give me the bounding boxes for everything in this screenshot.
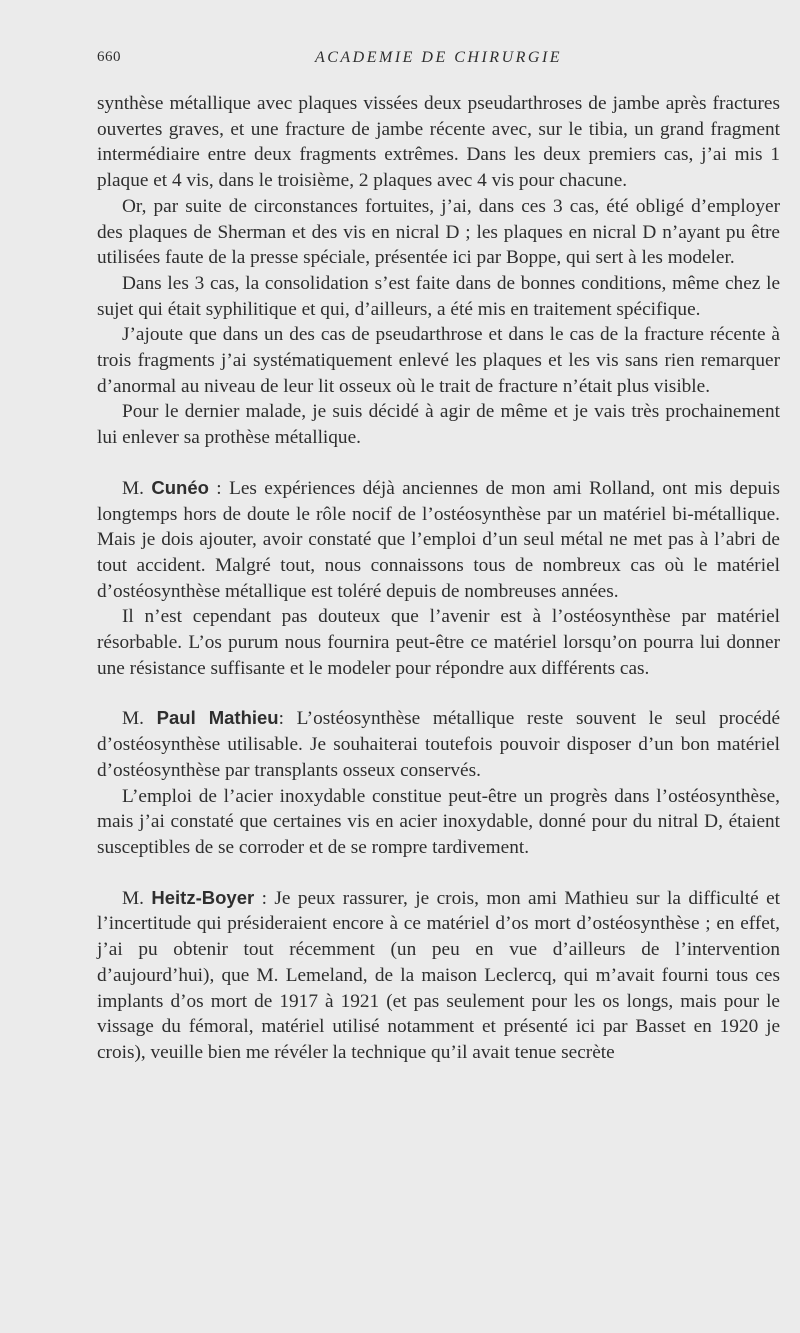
paragraph-heitz-boyer bbox=[97, 885, 780, 1066]
speaker-name: Heitz-Boyer bbox=[151, 886, 255, 908]
speaker-colon: : bbox=[208, 477, 222, 499]
paragraph-text: Je peux rassurer, je crois, mon ami Mathieu sur la difficulté et l’incertitude qui présideraient encore à ce matériel d’os mort d’ostéosynthèse ; en effet, j’ai pu obtenir tout récemment (un peu en vue d’ailleurs de l’intervention d’aujourd’hui), que M. Lemeland, de la maison Leclercq, qui m’avait fourni tous ces implants d’os mort de 1917 à 1921 (et pas seulement pour les os longs, mais pour le vissage du fémoral, matériel utilisé notamment et présenté ici par Basset en 1920 je crois), veuille bien me révéler la technique qu’il avait tenue secrète bbox=[97, 887, 780, 1063]
paragraph-9: L’emploi de l’acier inoxydable constitue peut-être un progrès dans l’ostéosynthèse, mais j’ai constaté que certaines vis en acier inoxydable, donné pour du nitral D, étaient susceptibles de se corroder et de se rompre tardivement. bbox=[97, 785, 780, 858]
paragraph-mathieu bbox=[97, 705, 780, 783]
paragraph-text: Les expériences déjà anciennes de mon ami Rolland, ont mis depuis longtemps hors de doute le rôle nocif de l’ostéosynthèse par un matériel bi-métallique. Mais je dois ajouter, avoir constaté que l’emploi d’un seul métal ne met pas à l’abri de tout accident. Malgré tout, nous connaissons tous de nombreux cas où le matériel d’ostéosynthèse métallique est toléré depuis de nombreuses années. bbox=[97, 477, 780, 602]
speaker-prefix: M. bbox=[122, 887, 144, 909]
speaker-colon: : bbox=[278, 708, 284, 730]
speaker-prefix: M. bbox=[122, 477, 144, 499]
paragraph-3: Dans les 3 cas, la consolidation s’est faite dans de bonnes conditions, même chez le sujet qui était syphilitique et qui, d’ailleurs, a été mis en traitement spécifique. bbox=[97, 272, 780, 320]
speaker-colon: : bbox=[254, 887, 267, 909]
body-text bbox=[97, 91, 780, 1066]
speaker-name: Paul Mathieu bbox=[156, 707, 279, 729]
paragraph-5: Pour le dernier malade, je suis décidé à agir de même et je vais très prochainement lui enlever sa prothèse métallique. bbox=[97, 401, 780, 449]
paragraph-1: synthèse métallique avec plaques vissées deux pseudarthroses de jambe après fractures ouvertes graves, et une fracture de jambe récente avec, sur le tibia, un grand fragment intermédiaire entre deux fragments extrêmes. Dans les deux premiers cas, j’ai mis 1 plaque et 4 vis, dans le troisième, 2 plaques avec 4 vis pour chacune. bbox=[97, 93, 780, 192]
paragraph-cuneo bbox=[97, 475, 780, 605]
page-number: 660 bbox=[97, 49, 121, 65]
paragraph-7: Il n’est cependant pas douteux que l’avenir est à l’ostéosynthèse par matériel résorbable. L’os purum nous fournira peut-être ce matériel lorsqu’on pourra lui donner une résistance suffisante et le modeler pour répondre aux différents cas. bbox=[97, 606, 780, 679]
speaker-prefix: M. bbox=[122, 708, 144, 730]
running-head: ACADEMIE DE CHIRURGIE bbox=[314, 49, 563, 66]
paragraph-2: Or, par suite de circonstances fortuites, j’ai, dans ces 3 cas, été obligé d’employer des plaques de Sherman et des vis en nicral D ; les plaques en nicral D n’ayant pu être utilisées faute de la presse spéciale, présentée ici par Boppe, qui sert à les modeler. bbox=[97, 195, 780, 269]
paragraph-text: L’ostéosynthèse métallique reste souvent le seul procédé d’ostéosynthèse utilisable. Je souhaiterai toutefois pouvoir disposer d’un bon matériel d’ostéosynthèse par transplants osseux conservés. bbox=[97, 708, 781, 781]
paragraph-4: J’ajoute que dans un des cas de pseudarthrose et dans le cas de la fracture récente à trois fragments j’ai systématiquement enlevé les plaques et les vis sans rien remarquer d’anormal au niveau de leur lit osseux où le trait de fracture n’était plus visible. bbox=[97, 324, 780, 397]
speaker-name: Cunéo bbox=[151, 476, 209, 498]
page-header bbox=[97, 49, 780, 71]
